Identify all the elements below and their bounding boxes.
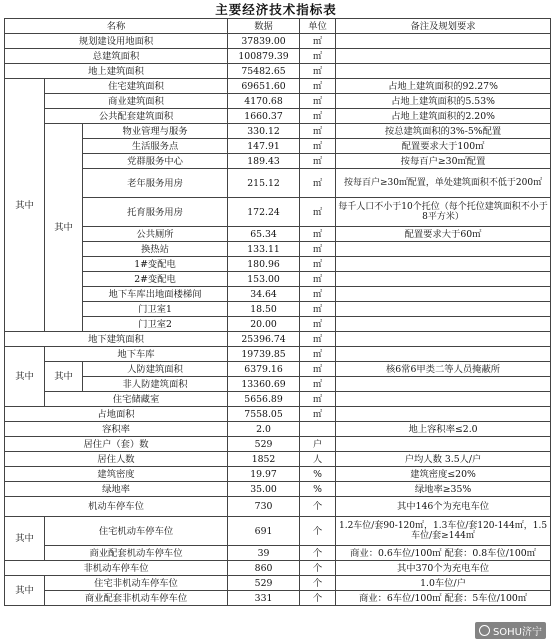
row-unit: ㎡ [300, 169, 336, 198]
row-unit: ㎡ [300, 64, 336, 79]
row-name: 老年服务用房 [83, 169, 228, 198]
table-row [5, 576, 551, 591]
row-remark: 配置要求大于100㎡ [336, 139, 551, 154]
row-name: 公共配套建筑面积 [45, 109, 228, 124]
table-row [5, 317, 551, 332]
row-name: 商业配套机动车停车位 [45, 546, 228, 561]
row-name: 1#变配电 [83, 257, 228, 272]
row-data: 529 [228, 576, 300, 591]
subgroup-label: 其中 [45, 362, 83, 392]
row-data: 65.34 [228, 227, 300, 242]
row-name: 2#变配电 [83, 272, 228, 287]
row-name: 居住人数 [5, 452, 228, 467]
row-data: 189.43 [228, 154, 300, 169]
row-unit: ㎡ [300, 362, 336, 377]
table-row [5, 49, 551, 64]
row-unit: 个 [300, 546, 336, 561]
row-data: 691 [228, 517, 300, 546]
row-unit: ㎡ [300, 34, 336, 49]
table-row [5, 392, 551, 407]
header-row [5, 19, 551, 34]
row-data: 330.12 [228, 124, 300, 139]
row-remark: 商业：0.6车位/100㎡ 配套：0.8车位/100㎡ [336, 546, 551, 561]
row-unit: ㎡ [300, 407, 336, 422]
row-data: 69651.60 [228, 79, 300, 94]
row-remark: 占地上建筑面积的92.27% [336, 79, 551, 94]
row-data: 39 [228, 546, 300, 561]
row-unit: 个 [300, 591, 336, 606]
header-unit: 单位 [300, 19, 336, 34]
row-remark [336, 64, 551, 79]
row-remark [336, 317, 551, 332]
header-name: 名称 [5, 19, 228, 34]
row-name: 商业配套非机动车停车位 [45, 591, 228, 606]
row-unit: ㎡ [300, 287, 336, 302]
row-remark: 其中370个为充电车位 [336, 561, 551, 576]
row-remark: 占地上建筑面积的5.53% [336, 94, 551, 109]
row-remark: 1.0车位/户 [336, 576, 551, 591]
table-row [5, 124, 551, 139]
row-unit: ㎡ [300, 49, 336, 64]
table-row [5, 546, 551, 561]
row-name: 建筑密度 [5, 467, 228, 482]
table-row [5, 34, 551, 49]
row-name: 党群服务中心 [83, 154, 228, 169]
row-data: 860 [228, 561, 300, 576]
table-row [5, 287, 551, 302]
row-data: 147.91 [228, 139, 300, 154]
row-remark: 户均人数 3.5人/户 [336, 452, 551, 467]
row-remark: 按每百户≥30㎡配置 [336, 154, 551, 169]
row-unit: % [300, 482, 336, 497]
row-name: 容积率 [5, 422, 228, 437]
row-unit: ㎡ [300, 79, 336, 94]
table-row [5, 109, 551, 124]
row-name: 商业建筑面积 [45, 94, 228, 109]
row-unit: ㎡ [300, 272, 336, 287]
row-unit: ㎡ [300, 242, 336, 257]
row-data: 215.12 [228, 169, 300, 198]
row-name: 非人防建筑面积 [83, 377, 228, 392]
row-name: 地上建筑面积 [5, 64, 228, 79]
row-data: 100879.39 [228, 49, 300, 64]
row-name: 规划建设用地面积 [5, 34, 228, 49]
row-data: 529 [228, 437, 300, 452]
table-row [5, 198, 551, 227]
row-data: 35.00 [228, 482, 300, 497]
row-name: 总建筑面积 [5, 49, 228, 64]
row-name: 居住户（套）数 [5, 437, 228, 452]
row-data: 5656.89 [228, 392, 300, 407]
table-row [5, 64, 551, 79]
table-row [5, 497, 551, 517]
row-remark: 每千人口不小于10个托位（每个托位建筑面积不小于8平方米） [336, 198, 551, 227]
table-row [5, 591, 551, 606]
row-data: 20.00 [228, 317, 300, 332]
table-row [5, 302, 551, 317]
table-row [5, 362, 551, 377]
row-name: 公共厕所 [83, 227, 228, 242]
row-unit: 个 [300, 576, 336, 591]
row-unit: 户 [300, 437, 336, 452]
table-row [5, 561, 551, 576]
row-unit: 个 [300, 497, 336, 517]
row-data: 6379.16 [228, 362, 300, 377]
row-unit: ㎡ [300, 124, 336, 139]
table-row [5, 139, 551, 154]
row-data: 34.64 [228, 287, 300, 302]
row-remark [336, 302, 551, 317]
row-remark: 核6常6甲类二等人员掩蔽所 [336, 362, 551, 377]
row-unit: ㎡ [300, 332, 336, 347]
row-name: 换热站 [83, 242, 228, 257]
row-unit: ㎡ [300, 94, 336, 109]
row-data: 180.96 [228, 257, 300, 272]
table-row [5, 272, 551, 287]
row-data: 7558.05 [228, 407, 300, 422]
row-unit: ㎡ [300, 227, 336, 242]
row-remark: 其中146个为充电车位 [336, 497, 551, 517]
header-data: 数据 [228, 19, 300, 34]
table-row [5, 227, 551, 242]
row-name: 地下建筑面积 [5, 332, 228, 347]
row-unit: % [300, 467, 336, 482]
row-data: 4170.68 [228, 94, 300, 109]
row-unit: ㎡ [300, 392, 336, 407]
table-row [5, 517, 551, 546]
row-name: 住宅机动车停车位 [45, 517, 228, 546]
indicator-table [4, 18, 551, 606]
row-name: 生活服务点 [83, 139, 228, 154]
table-row [5, 482, 551, 497]
row-remark [336, 437, 551, 452]
row-data: 19.97 [228, 467, 300, 482]
row-name: 住宅非机动车停车位 [45, 576, 228, 591]
row-data: 25396.74 [228, 332, 300, 347]
table-row [5, 467, 551, 482]
row-data: 1852 [228, 452, 300, 467]
row-name: 门卫室2 [83, 317, 228, 332]
row-data: 331 [228, 591, 300, 606]
watermark-text: SOHU济宁 [492, 627, 542, 638]
row-name: 地下车库 [45, 347, 228, 362]
table-row [5, 452, 551, 467]
sohu-watermark [475, 622, 546, 639]
table-row [5, 257, 551, 272]
table-row [5, 242, 551, 257]
row-remark: 绿地率≥35% [336, 482, 551, 497]
row-unit: 人 [300, 452, 336, 467]
row-data: 1660.37 [228, 109, 300, 124]
group-label: 其中 [5, 576, 45, 606]
row-name: 人防建筑面积 [83, 362, 228, 377]
row-remark [336, 392, 551, 407]
row-data: 2.0 [228, 422, 300, 437]
row-remark [336, 407, 551, 422]
group-label: 其中 [5, 79, 45, 332]
row-remark: 配置要求大于60㎡ [336, 227, 551, 242]
row-remark [336, 332, 551, 347]
table-title: 主要经济技术指标表 [215, 2, 337, 17]
row-data: 37839.00 [228, 34, 300, 49]
row-data: 153.00 [228, 272, 300, 287]
row-unit: ㎡ [300, 257, 336, 272]
row-unit: ㎡ [300, 109, 336, 124]
row-data: 18.50 [228, 302, 300, 317]
row-unit: ㎡ [300, 347, 336, 362]
row-name: 地下车库出地面楼梯间 [83, 287, 228, 302]
row-name: 住宅储藏室 [45, 392, 228, 407]
row-remark [336, 242, 551, 257]
row-remark: 建筑密度≤20% [336, 467, 551, 482]
sohu-logo-icon [479, 625, 490, 636]
row-remark: 按每百户≥30㎡配置，单处建筑面积不低于200㎡ [336, 169, 551, 198]
row-name: 非机动车停车位 [5, 561, 228, 576]
table-row [5, 377, 551, 392]
row-remark: 1.2车位/套90-120㎡，1.3车位/套120-144㎡，1.5车位/套≥144㎡ [336, 517, 551, 546]
row-remark [336, 272, 551, 287]
group-label: 其中 [5, 347, 45, 407]
row-data: 133.11 [228, 242, 300, 257]
row-remark [336, 347, 551, 362]
row-remark [336, 34, 551, 49]
row-remark [336, 257, 551, 272]
table-row [5, 407, 551, 422]
table-row [5, 169, 551, 198]
row-data: 13360.69 [228, 377, 300, 392]
row-data: 730 [228, 497, 300, 517]
table-row [5, 332, 551, 347]
row-remark [336, 287, 551, 302]
subgroup-label: 其中 [45, 124, 83, 332]
row-unit: ㎡ [300, 377, 336, 392]
table-row [5, 422, 551, 437]
row-unit: 个 [300, 561, 336, 576]
row-name: 机动车停车位 [5, 497, 228, 517]
group-label: 其中 [5, 517, 45, 561]
table-row [5, 437, 551, 452]
row-unit: ㎡ [300, 317, 336, 332]
row-remark: 地上容积率≤2.0 [336, 422, 551, 437]
row-unit: 个 [300, 517, 336, 546]
header-remark: 备注及规划要求 [336, 19, 551, 34]
table-row [5, 154, 551, 169]
row-name: 绿地率 [5, 482, 228, 497]
row-remark: 按总建筑面积的3%-5%配置 [336, 124, 551, 139]
row-remark [336, 49, 551, 64]
row-data: 19739.85 [228, 347, 300, 362]
row-remark [336, 377, 551, 392]
row-data: 75482.65 [228, 64, 300, 79]
row-remark: 占地上建筑面积的2.20% [336, 109, 551, 124]
row-name: 占地面积 [5, 407, 228, 422]
row-name: 门卫室1 [83, 302, 228, 317]
row-unit: ㎡ [300, 139, 336, 154]
row-unit [300, 422, 336, 437]
table-row [5, 79, 551, 94]
table-row [5, 347, 551, 362]
row-name: 物业管理与服务 [83, 124, 228, 139]
row-data: 172.24 [228, 198, 300, 227]
row-unit: ㎡ [300, 154, 336, 169]
row-remark: 商业：6车位/100㎡ 配套：5车位/100㎡ [336, 591, 551, 606]
row-name: 托育服务用房 [83, 198, 228, 227]
row-name: 住宅建筑面积 [45, 79, 228, 94]
table-row [5, 94, 551, 109]
row-unit: ㎡ [300, 198, 336, 227]
row-unit: ㎡ [300, 302, 336, 317]
